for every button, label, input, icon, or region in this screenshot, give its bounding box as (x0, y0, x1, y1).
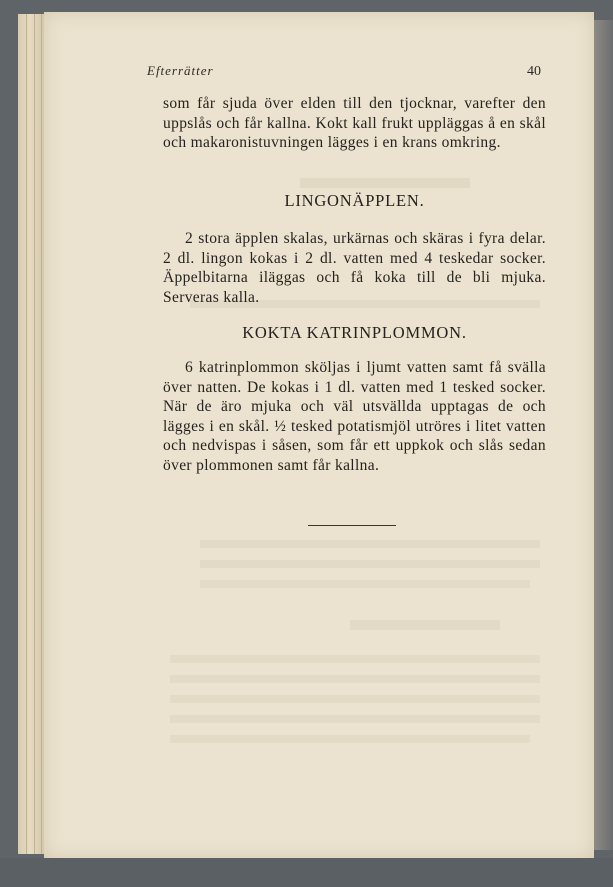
recipe-title: LINGONÄPPLEN. (284, 191, 425, 210)
recipe-title: KOKTA KATRINPLOMMON. (242, 323, 467, 342)
page-edge-line (26, 14, 27, 854)
section-divider (308, 525, 396, 526)
paragraph-text: 6 katrinplommon sköljas i ljumt vatten samt få svälla över natten. De kokas i 1 dl. vatten med 1 tesked socker. När de äro mjuka och väl utsvällda upptagas de och lägges i en skål. ½ tesked potatismjöl utröres i litet vatten och nedvispas i såsen, som får ett uppkok och slås sedan över plommonen samt får kallna. (163, 359, 546, 474)
continuation-paragraph (163, 94, 546, 153)
paragraph-text: som får sjuda över elden till den tjocknar, varefter den uppslås och får kallna. Kokt kall frukt uppläggas å en skål och makaronistuvningen lägges i en krans omkring. (163, 95, 546, 152)
page-edge-line (34, 14, 35, 854)
page-edge-line (41, 14, 42, 854)
recipe-body (163, 229, 546, 307)
paragraph-text: 2 stora äpplen skalas, urkärnas och skäras i fyra delar. 2 dl. lingon kokas i 2 dl. vatten med 4 teskedar socker. Äppelbitarna iläggas och få koka till de bli mjuka. Serveras kalla. (163, 230, 546, 306)
scanner-shadow (594, 20, 613, 850)
running-head: Efterrätter (147, 63, 214, 78)
scanner-background (0, 858, 613, 887)
recipe-body (163, 358, 546, 476)
page-number: 40 (527, 64, 541, 79)
